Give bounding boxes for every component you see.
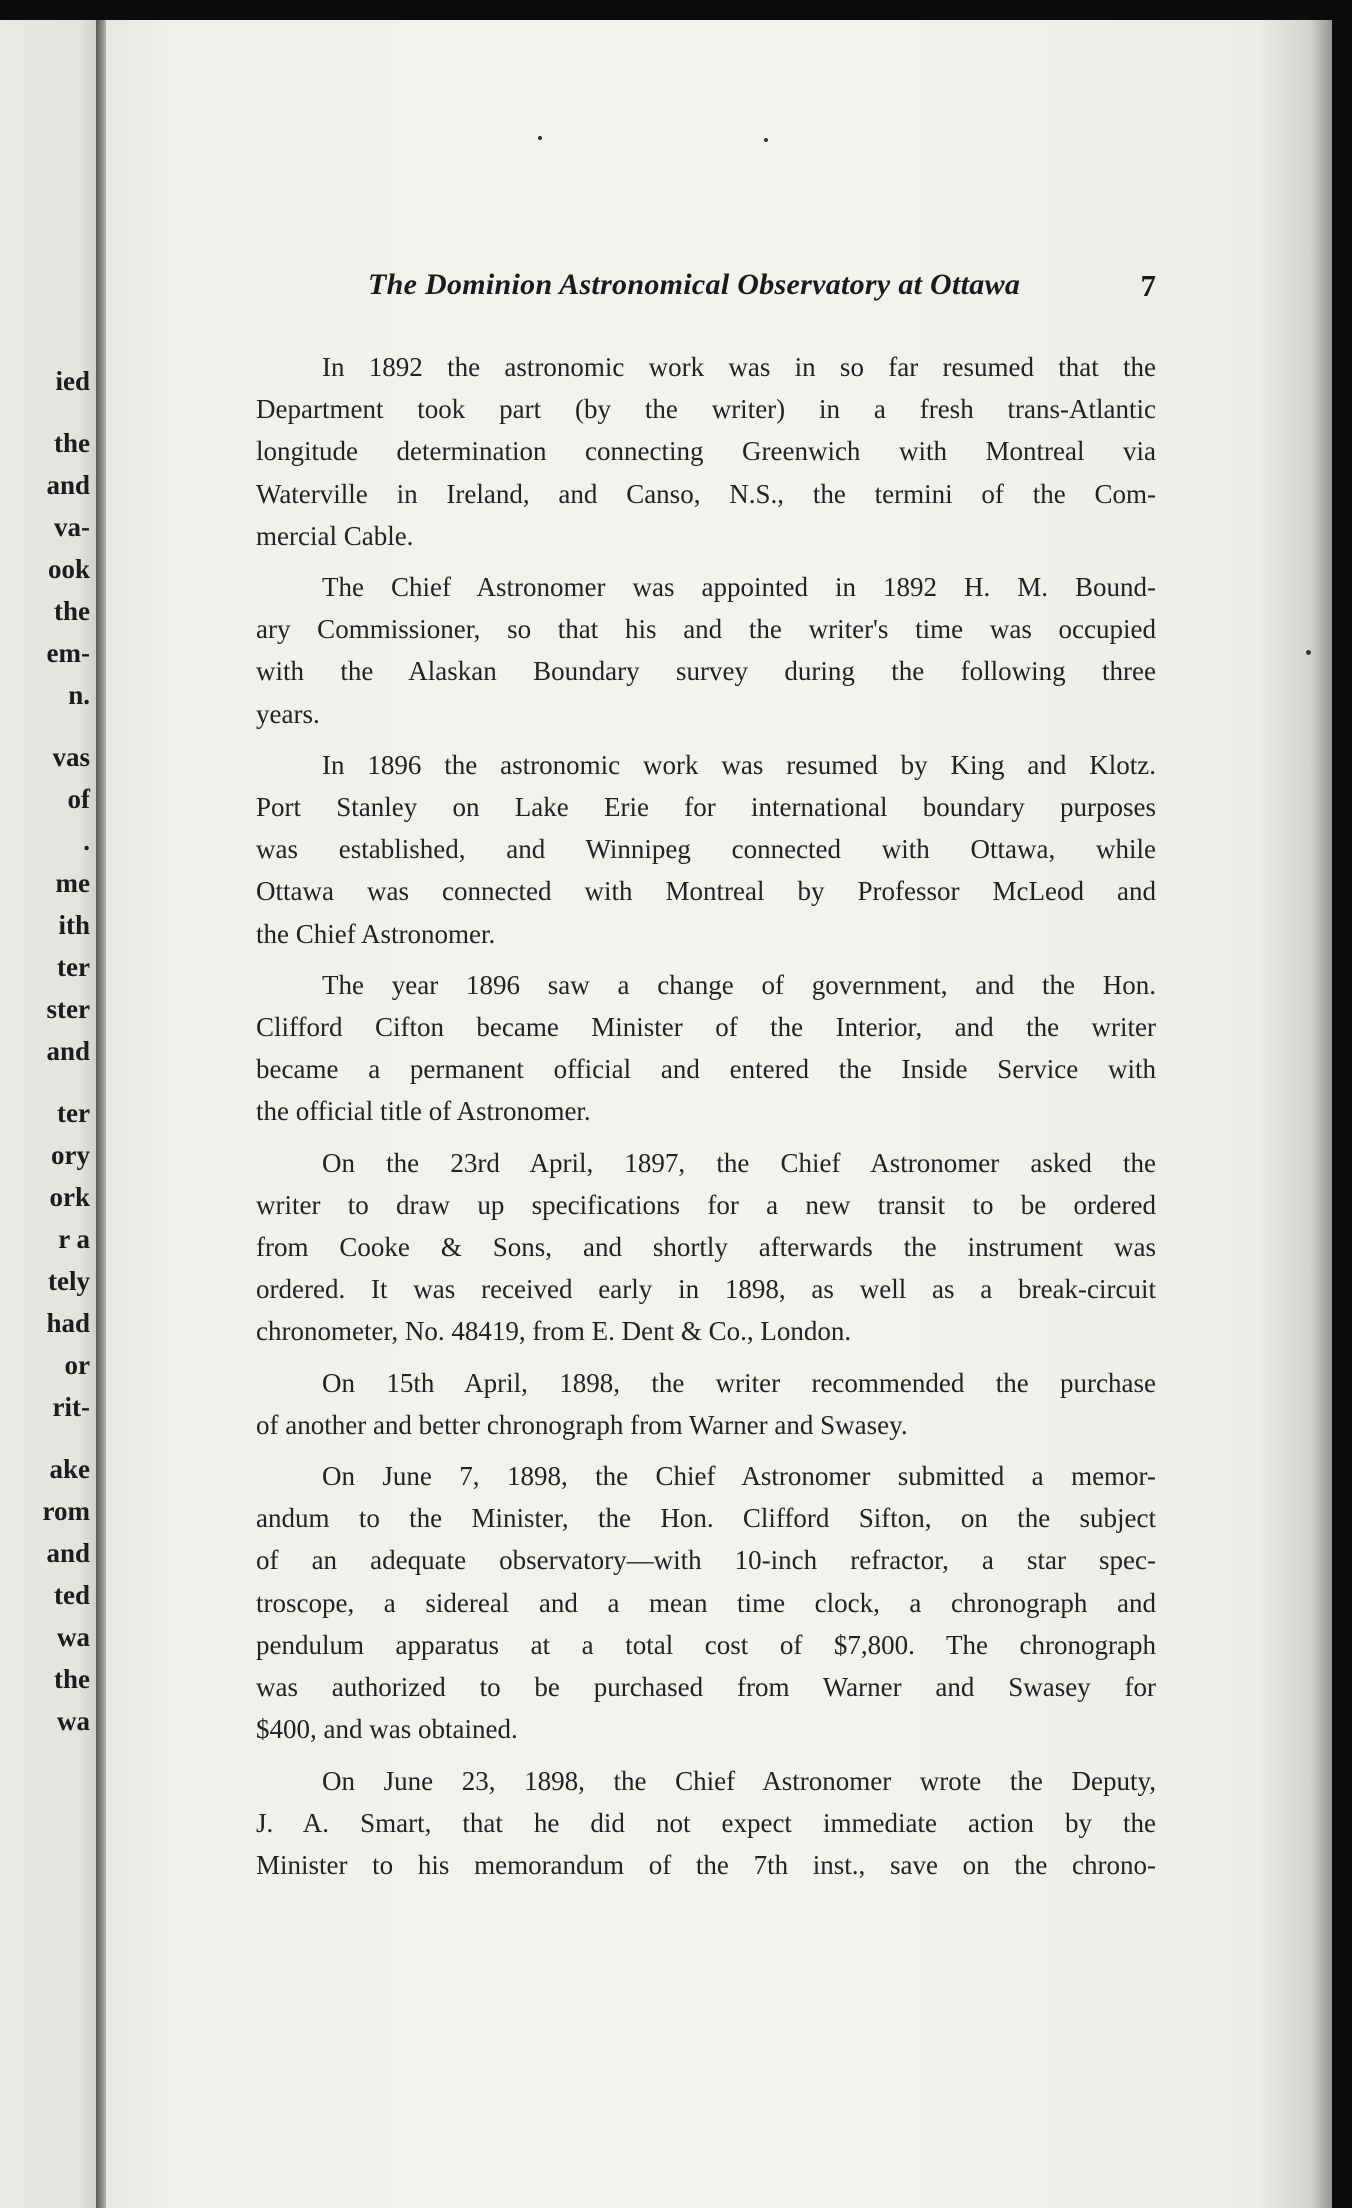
facing-page-fragment: ake (49, 1454, 90, 1484)
text-line: Clifford Cifton became Minister of the Interior, and the writer (256, 1012, 1156, 1043)
text-line: of an adequate observatory—with 10-inch refractor, a star spec- (256, 1545, 1156, 1576)
text-line: The year 1896 saw a change of government, and the Hon. (322, 969, 1156, 1000)
text-line: Waterville in Ireland, and Canso, N.S., the termini of the Com- (256, 478, 1156, 509)
text-line: writer to draw up specifications for a new transit to be ordered (256, 1189, 1156, 1220)
text-line: pendulum apparatus at a total cost of $7,800. The chronograph (256, 1629, 1156, 1660)
text-line: On June 7, 1898, the Chief Astronomer submitted a memor- (322, 1461, 1156, 1492)
text-line: Port Stanley on Lake Erie for international boundary purposes (256, 792, 1156, 823)
facing-page-fragment: ter (57, 952, 90, 982)
text-line: was authorized to be purchased from Warner and Swasey for (256, 1672, 1156, 1703)
facing-page-fragment: and (46, 470, 90, 500)
body-paragraph (256, 744, 1156, 955)
text-line: became a permanent official and entered the Inside Service with (256, 1054, 1156, 1085)
facing-page-fragment: va- (54, 512, 90, 542)
facing-page-fragment: the (54, 1664, 90, 1694)
body-paragraph (256, 1362, 1156, 1446)
facing-page-fragment: had (46, 1308, 90, 1338)
body-paragraph (256, 566, 1156, 735)
facing-page-fragment (0, 402, 90, 422)
facing-page-fragment: . (83, 826, 90, 856)
facing-page-fragment: ook (47, 554, 90, 584)
facing-page-fragment: ork (49, 1182, 90, 1212)
facing-page-text-fragments (0, 360, 90, 1742)
facing-page-fragment: me (55, 868, 90, 898)
text-line: andum to the Minister, the Hon. Clifford Sifton, on the subject (256, 1503, 1156, 1534)
text-line: J. A. Smart, that he did not expect immediate action by the (256, 1807, 1156, 1838)
scan-speck (1306, 650, 1311, 655)
text-line: On June 23, 1898, the Chief Astronomer wrote the Deputy, (322, 1765, 1156, 1796)
text-line: Department took part (by the writer) in a fresh trans-Atlantic (256, 394, 1156, 425)
facing-page-fragment: r a (58, 1224, 90, 1254)
scan-speck (764, 138, 768, 142)
body-paragraph (256, 964, 1156, 1133)
facing-page-fragment: the (54, 428, 90, 458)
facing-page-fragment: ied (55, 366, 90, 396)
text-line: troscope, a sidereal and a mean time clock, a chronograph and (256, 1587, 1156, 1618)
text-line: longitude determination connecting Greenwich with Montreal via (256, 436, 1156, 467)
running-header (256, 268, 1156, 308)
text-line: of another and better chronograph from Warner and Swasey. (256, 1409, 908, 1440)
facing-page-fragment: and (46, 1538, 90, 1568)
text-line: mercial Cable. (256, 520, 414, 551)
text-line: On the 23rd April, 1897, the Chief Astronomer asked the (322, 1147, 1156, 1178)
facing-page-fragment: ter (57, 1098, 90, 1128)
text-line: In 1892 the astronomic work was in so far resumed that the (322, 352, 1156, 382)
facing-page-fragment: and (46, 1036, 90, 1066)
book-page (106, 20, 1332, 2208)
page-body-text (256, 346, 1156, 1895)
facing-page-edge (0, 20, 98, 2208)
page-number: 7 (1140, 268, 1156, 303)
facing-page-fragment: or (64, 1350, 90, 1380)
facing-page-fragment: em- (46, 638, 90, 668)
text-line: On 15th April, 1898, the writer recommended the purchase (322, 1367, 1156, 1398)
facing-page-fragment: ted (54, 1580, 90, 1610)
page-edge-shadow (1310, 20, 1332, 2208)
text-line: Ottawa was connected with Montreal by Professor McLeod and (256, 876, 1156, 907)
facing-page-fragment (0, 1072, 90, 1092)
body-paragraph (256, 1455, 1156, 1750)
text-line: the official title of Astronomer. (256, 1096, 591, 1127)
text-line: was established, and Winnipeg connected with Ottawa, while (256, 834, 1156, 865)
facing-page-fragment: tely (48, 1266, 90, 1296)
facing-page-fragment: rit- (52, 1392, 90, 1422)
text-line: with the Alaskan Boundary survey during the following three (256, 656, 1156, 687)
text-line: The Chief Astronomer was appointed in 1892 H. M. Bound- (322, 572, 1156, 603)
scan-speck (538, 136, 542, 140)
text-line: ordered. It was received early in 1898, as well as a break-circuit (256, 1274, 1156, 1305)
text-line: the Chief Astronomer. (256, 918, 496, 949)
facing-page-fragment: ster (46, 994, 90, 1024)
text-line: chronometer, No. 48419, from E. Dent & Co., London. (256, 1316, 852, 1347)
running-header-title: The Dominion Astronomical Observatory at Ottawa (368, 268, 1021, 301)
scan-top-border (0, 0, 1352, 20)
facing-page-fragment (0, 1428, 90, 1448)
facing-page-fragment: wa (57, 1706, 90, 1736)
text-line: from Cooke & Sons, and shortly afterwards the instrument was (256, 1232, 1156, 1263)
facing-page-fragment: ith (58, 910, 90, 940)
text-line: Minister to his memorandum of the 7th inst., save on the chrono- (256, 1849, 1156, 1880)
facing-page-fragment: n. (68, 680, 90, 710)
text-line: In 1896 the astronomic work was resumed by King and Klotz. (322, 749, 1156, 780)
facing-page-fragment: ory (51, 1140, 90, 1170)
facing-page-fragment: vas (52, 742, 90, 772)
facing-page-fragment: wa (57, 1622, 90, 1652)
text-line: ary Commissioner, so that his and the writer's time was occupied (256, 614, 1156, 645)
text-line: $400, and was obtained. (256, 1714, 518, 1745)
facing-page-fragment: rom (42, 1496, 90, 1526)
body-paragraph (256, 1142, 1156, 1353)
body-paragraph (256, 346, 1156, 557)
body-paragraph (256, 1760, 1156, 1887)
facing-page-fragment: the (54, 596, 90, 626)
text-line: years. (256, 698, 320, 729)
facing-page-fragment (0, 716, 90, 736)
facing-page-fragment: of (67, 784, 90, 814)
